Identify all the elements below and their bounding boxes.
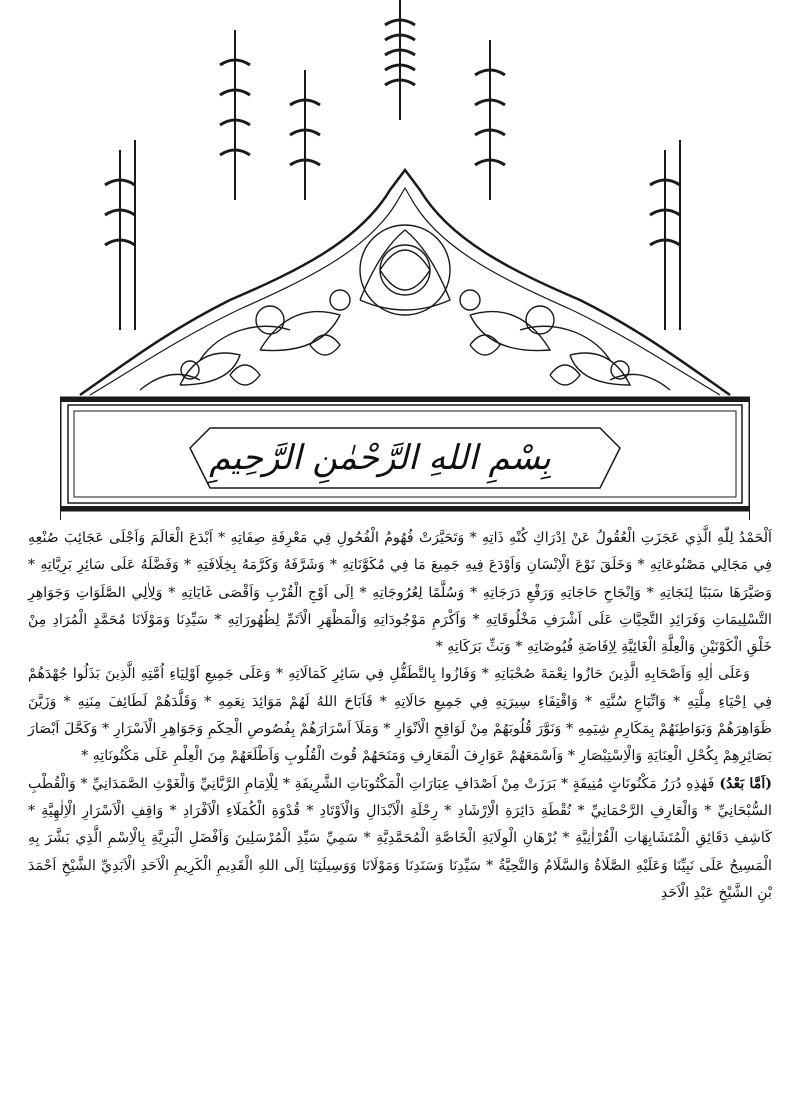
line: اَوْجِ الْقُرْبِ وَاَقْصَى غَايَاتِهِ * وَلِاٰلِي الصَّلَوَاتِ وَجَوَاهِرِ التَّسْلِيمَاتِ وَفَرَائِدِ التَّحِيَّاتِ عَلَى اَشْرَفِ مَخْلُوقَاتِهِ * وَاَكْرَمِ	[28, 584, 773, 628]
line: قُوتَ الْقُلُوبِ وَاَطْلَعَهُمْ مِنَ الْعِلْمِ عَلَى مَكْنُونَاتِهِ *	[81, 748, 358, 765]
line: بَذَلُوا جُهْدَهُمْ فِي اِحْيَاءِ مِلَّتِهِ * وَاتِّبَاعِ سُنَّتِهِ * وَاقْتِفَاءِ سِيرَتِهِ فِي جَمِيعِ حَالَاتِهِ * فَاَبَاحَ اللهُ لَهُمْ مَوَائِدَ نِعَمِهِ * وَقَلَّدَهُمْ	[28, 666, 773, 710]
line: الْحِكَمِ وَجَوَاهِرِ الْاَسْرَارِ * وَكَحَّلَ اَبْصَارَ بَصَائِرِهِمْ بِكُحْلِ الْعِنَايَةِ وَالْاِسْتِبْصَارِ * وَاَسْمَعَهُمْ عَوَارِفَ الْمَعَارِفِ وَمَنَحَهُمْ	[28, 721, 772, 765]
body-text	[28, 525, 772, 1110]
line: الصَّمَدَانِيِّ * وَالْقُطْبِ السُّبْحَانِيِّ * وَالْعَارِفِ الرَّحْمَانِيِّ * نُقْطَةِ دَائِرَةِ الْاِرْشَادِ * رِحْلَةِ الْاَبْدَالِ وَالْاَوْتَادِ * قُدْوَةِ الْكُمَلَاءِ	[28, 775, 772, 819]
lead-phrase: (اَمَّا بَعْدُ)	[714, 775, 772, 792]
paragraph-2	[28, 661, 772, 770]
line: لَطَائِفَ مِنَنِهِ * وَزَيَّنَ ظَوَاهِرَهُمْ وَبَوَاطِنَهُمْ بِمَكَارِمِ شِيَمِهِ * وَنَوَّرَ قُلُوبَهُمْ مِنْ لَوَاقِحِ الْاَنْوَارِ * وَمَلَاَ اَسْرَارَهُمْ بِفُصُوصِ	[28, 693, 772, 738]
basmala-calligraphy: بِسْمِ اللهِ الرَّحْمٰنِ الرَّحِيمِ	[209, 437, 551, 478]
paragraph-3	[28, 771, 772, 907]
line: اَلْحَمْدُ لِلّٰهِ الَّذِي عَجَزَتِ الْعُقُولُ عَنْ اِدْرَاكِ كُنْهِ ذَاتِهِ * وَتَحَيَّرَتْ فُهُومُ الْفُحُولِ فِي مَعْرِفَةِ صِفَاتِهِ * اَبْدَعَ الْعَالَمَ	[145, 530, 772, 546]
line: سَيِّدِ الْمُرْسَلِينَ وَاَفْضَلِ الْبَرِيَّةِ بِالْاِسْمِ الَّذِي بَشَّرَ بِهِ الْمَسِيحُ عَلَى نَبِيِّنَا وَعَلَيْهِ الصَّلَاةُ وَالسَّلَامُ وَالتَّحِيَّةُ * سَيِّدِنَا وَسَنَدِنَا	[28, 830, 772, 874]
line: الْاَفْرَادِ * وَاقِفِ الْاَسْرَارِ الْاِلٰهِيَّةِ * كَاشِفِ دَقَائِقِ الْمُتَشَابِهَاتِ الْقُرْاٰنِيَّةِ * بُرْهَانِ الْوِلَايَةِ الْخَاصَّةِ الْمُحَمَّدِيَّةِ * سَمِيِّ	[28, 802, 772, 847]
line: وَاَجْلَى عَجَائِبَ صُنْعِهِ فِي مَجَالِي مَصْنُوعَاتِهِ * وَخَلَقَ نَوْعَ الْاِنْسَانِ وَاَوْدَعَ فِيهِ جَمِيعَ مَا فِي مُكَوَّنَاتِهِ * وَشَرَّفَهُ وَكَرَّمَهُ	[28, 530, 772, 574]
line: بِخِلَافَتِهِ * وَفَضَّلَهُ عَلَى سَائِرِ بَرِيَّاتِهِ * وَصَيَّرَهَا سَبَبًا لِنَجَاتِهِ * وَاِنْجَاحِ حَاجَاتِهِ وَرَفْعِ دَرَجَاتِهِ * وَسُلَّمًا لِعُرُوجَاتِهِ * اِلَى	[28, 557, 773, 601]
line: وَعَلَى اٰلِهِ وَاَصْحَابِهِ الَّذِينَ حَازُوا نِعْمَةَ صُحْبَاتِهِ * وَفَازُوا بِالتَّطَفُّلِ فِي سَائِرِ كَمَالَاتِهِ * وَعَلَى جَمِيعِ اَوْلِيَاءِ اُمَّتِهِ الَّذِينَ	[99, 666, 750, 683]
line: مَوْجُودَاتِهِ وَالْمَظْهَرِ الْاَتَمِّ لِظُهُورَاتِهِ * سَيِّدِنَا وَمَوْلَانَا مُحَمَّدٍ الْمُرَادِ مِنْ خَلْقِ الْكَوْنَيْنِ وَالْعِلَّةِ الْغَائِيَّةِ لِاِفَاضَةِ فُيُوضَاتِهِ	[28, 611, 772, 656]
line: * وَبَثِّ بَرَكَاتِهِ *	[435, 639, 523, 656]
line: فَهٰذِهِ دُرَرُ مَكْنُونَاتٍ مُنِيفَةٍ * بَرَزَتْ مِنْ اَصْدَافِ عِبَارَاتِ الْمَكْتُوبَاتِ الشَّرِيفَةِ * لِلْاِمَامِ الرَّبَّانِيِّ وَالْغَوْثِ	[148, 775, 715, 792]
paragraph-1	[28, 525, 772, 661]
line: وَمَوْلَانَا وَوَسِيلَتِنَا اِلَى اللهِ الْقَدِيمِ الْكَرِيمِ الْاَحَدِ الْاَبَدِيِّ الشَّيْخِ اَحْمَدَ بْنِ الشَّيْخِ عَبْدِ الْاَحَدِ	[28, 857, 772, 901]
